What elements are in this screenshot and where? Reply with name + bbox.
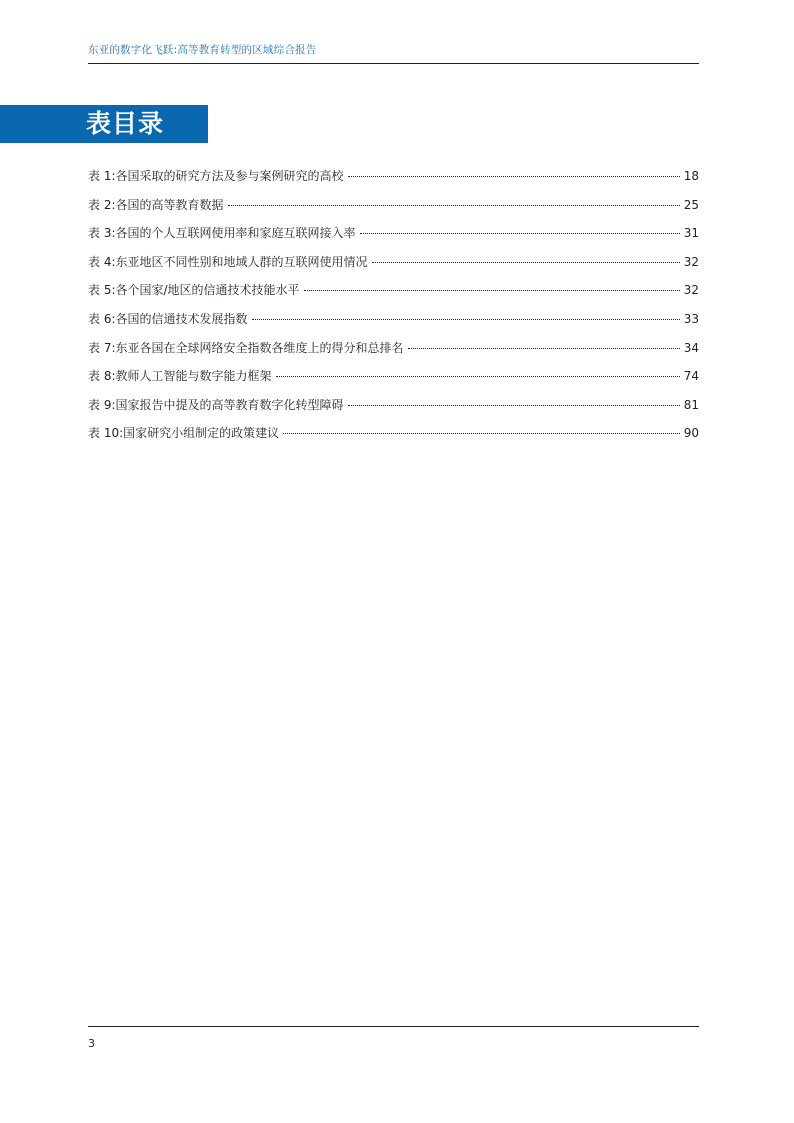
toc-entry-page: 74 — [683, 369, 699, 384]
toc-entry[interactable] — [88, 395, 699, 424]
toc-entry-label: 表 2:各国的高等教育数据 — [88, 197, 224, 212]
dot-leader — [276, 376, 680, 377]
footer-divider — [88, 1026, 699, 1027]
section-title-band — [0, 105, 208, 143]
toc-entry[interactable] — [88, 280, 699, 309]
toc-entry-label: 表 1:各国采取的研究方法及参与案例研究的高校 — [88, 169, 344, 183]
toc-entry-page: 32 — [683, 283, 699, 298]
toc-entry-page: 33 — [683, 311, 699, 326]
toc-entry-label: 表 4:东亚地区不同性别和地域人群的互联网使用情况 — [88, 254, 368, 269]
toc-entry[interactable] — [88, 195, 699, 224]
page-number: 3 — [88, 1037, 95, 1050]
toc-entry-label: 表 7:东亚各国在全球网络安全指数各维度上的得分和总排名 — [88, 340, 404, 355]
toc-entry-page: 34 — [683, 340, 699, 355]
toc-entry[interactable] — [88, 223, 699, 252]
toc-entry-label: 表 9:国家报告中提及的高等教育数字化转型障碍 — [88, 397, 344, 412]
running-header-title: 东亚的数字化飞跃:高等教育转型的区域综合报告 — [88, 44, 317, 56]
header-divider — [88, 63, 699, 64]
section-title: 表目录 — [86, 109, 165, 138]
toc-entry-label: 表 3:各国的个人互联网使用率和家庭互联网接入率 — [88, 226, 356, 241]
toc-entry[interactable] — [88, 309, 699, 338]
toc-entry-page: 81 — [683, 397, 699, 412]
toc-entry-page: 18 — [683, 169, 699, 183]
toc-entry-page: 25 — [683, 197, 699, 212]
toc-entry[interactable] — [88, 423, 699, 452]
dot-leader — [372, 262, 680, 263]
dot-leader — [283, 433, 680, 434]
toc-entry-page: 90 — [683, 426, 699, 441]
toc-entry-label: 表 10:国家研究小组制定的政策建议 — [88, 426, 280, 441]
dot-leader — [348, 176, 680, 177]
toc-entry[interactable] — [88, 366, 699, 395]
toc-entry[interactable] — [88, 338, 699, 367]
toc-entry-page: 31 — [683, 226, 699, 241]
toc-entry-page: 32 — [683, 254, 699, 269]
toc-entry-label: 表 8:教师人工智能与数字能力框架 — [88, 369, 272, 384]
toc-entry-label: 表 6:各国的信通技术发展指数 — [88, 311, 248, 326]
dot-leader — [348, 405, 680, 406]
table-of-tables — [88, 166, 699, 452]
dot-leader — [360, 233, 680, 234]
toc-entry[interactable] — [88, 252, 699, 281]
dot-leader — [304, 290, 680, 291]
dot-leader — [228, 205, 680, 206]
dot-leader — [408, 348, 680, 349]
toc-entry-label: 表 5:各个国家/地区的信通技术技能水平 — [88, 283, 300, 298]
toc-entry[interactable] — [88, 166, 699, 195]
dot-leader — [252, 319, 680, 320]
